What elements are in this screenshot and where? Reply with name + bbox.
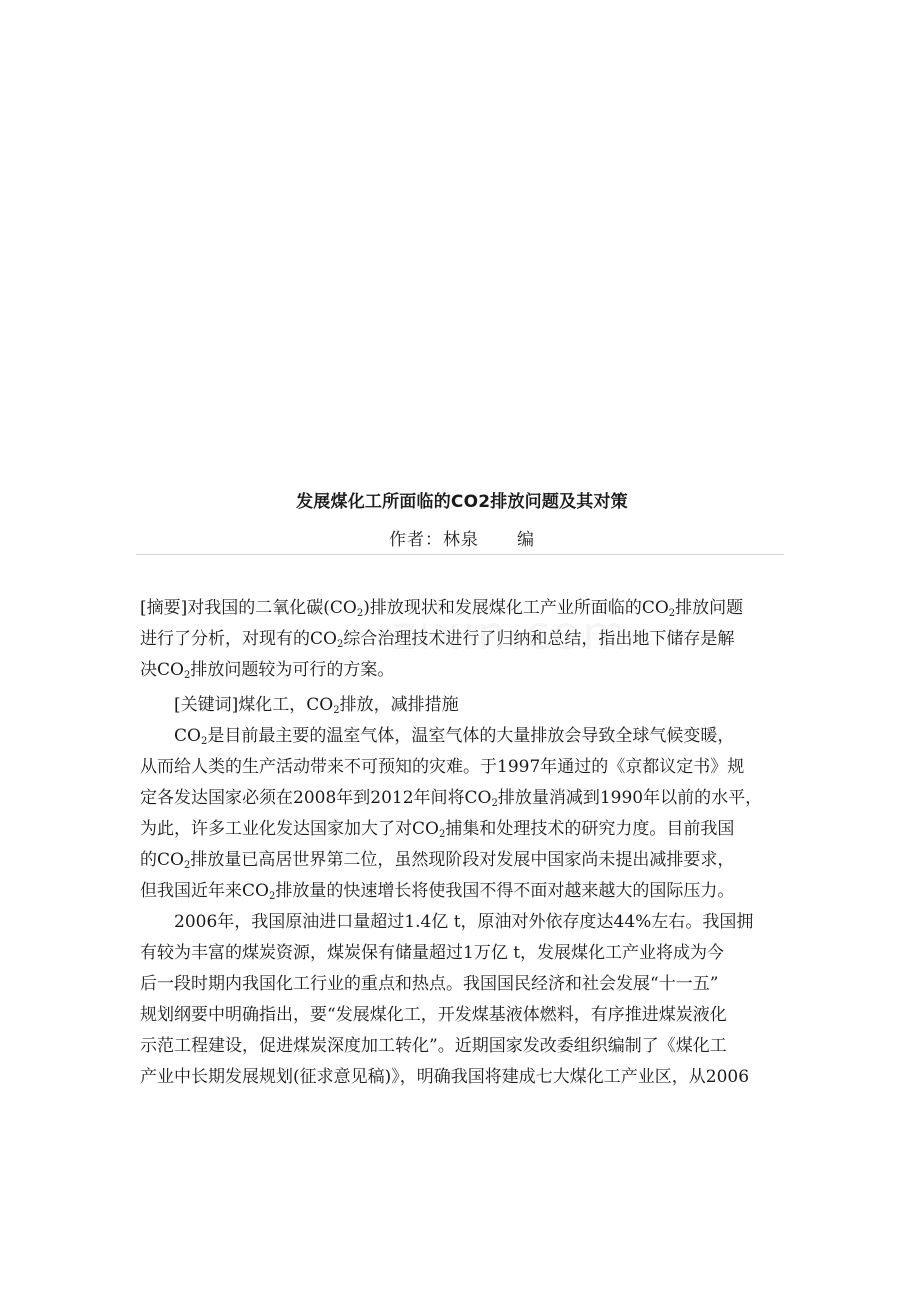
paragraph-line: 规划纲要中明确指出，要“发展煤化工，开发煤基液体燃料，有序推进煤炭液化	[140, 1005, 727, 1025]
author-line	[140, 525, 784, 550]
keywords	[140, 690, 800, 721]
author-name: 作者：林泉	[389, 530, 479, 550]
abstract-line: 决$CO_2$排放问题较为可行的方案。	[140, 660, 395, 681]
article-body	[140, 593, 800, 1093]
paragraph-line: 定各发达国家必须在2008年到2012年间将$CO_2$排放量消减到1990年以前的水平，	[140, 788, 763, 809]
paragraph-2	[140, 907, 800, 1093]
abstract-line: 进行了分析，对现有的$CO_2$综合治理技术进行了归纳和总结，指出地下储存是解	[140, 629, 735, 650]
paragraph-line: $CO_2$是目前最主要的温室气体，温室气体的大量排放会导致全球气候变暖，	[174, 726, 735, 747]
abstract	[140, 593, 800, 686]
keywords-line: [关键词]煤化工，$CO_2$排放，减排措施	[174, 695, 459, 716]
paragraph-line: 有较为丰富的煤炭资源，煤炭保有储量超过1万亿 t，发展煤化工产业将成为今	[140, 943, 725, 963]
paragraph-1	[140, 721, 800, 907]
paragraph-line: 后一段时期内我国化工行业的重点和热点。我国国民经济和社会发展“十一五”	[140, 974, 719, 994]
paragraph-line: 2006年，我国原油进口量超过1.4亿 t，原油对外依存度达44%左右。我国拥	[174, 912, 754, 932]
paragraph-line: 产业中长期发展规划(征求意见稿)》，明确我国将建成七大煤化工产业区，从2006	[140, 1067, 750, 1087]
paragraph-line: 示范工程建设，促进煤炭深度加工转化”。近期国家发改委组织编制了《煤化工	[140, 1036, 727, 1056]
paragraph-line: 但我国近年来$CO_2$排放量的快速增长将使我国不得不面对越来越大的国际压力。	[140, 881, 735, 902]
document-title: 发展煤化工所面临的CO2排放问题及其对策	[296, 492, 628, 512]
abstract-line: [摘要]对我国的二氧化碳$(CO_2)$排放现状和发展煤化工产业所面临的$CO_2$排放问题	[140, 598, 744, 619]
keywords-label: [关键词]	[174, 695, 239, 715]
paragraph-line: 为此，许多工业化发达国家加大了对$CO_2$捕集和处理技术的研究力度。目前我国	[140, 819, 735, 840]
title-divider	[136, 554, 784, 555]
paragraph-line: 的$CO_2$排放量已高居世界第二位，虽然现阶段对发展中国家尚未提出减排要求，	[140, 850, 735, 871]
author-role: 编	[517, 530, 535, 550]
paragraph-line: 从而给人类的生产活动带来不可预知的灾难。于1997年通过的《京都议定书》规	[140, 757, 745, 777]
